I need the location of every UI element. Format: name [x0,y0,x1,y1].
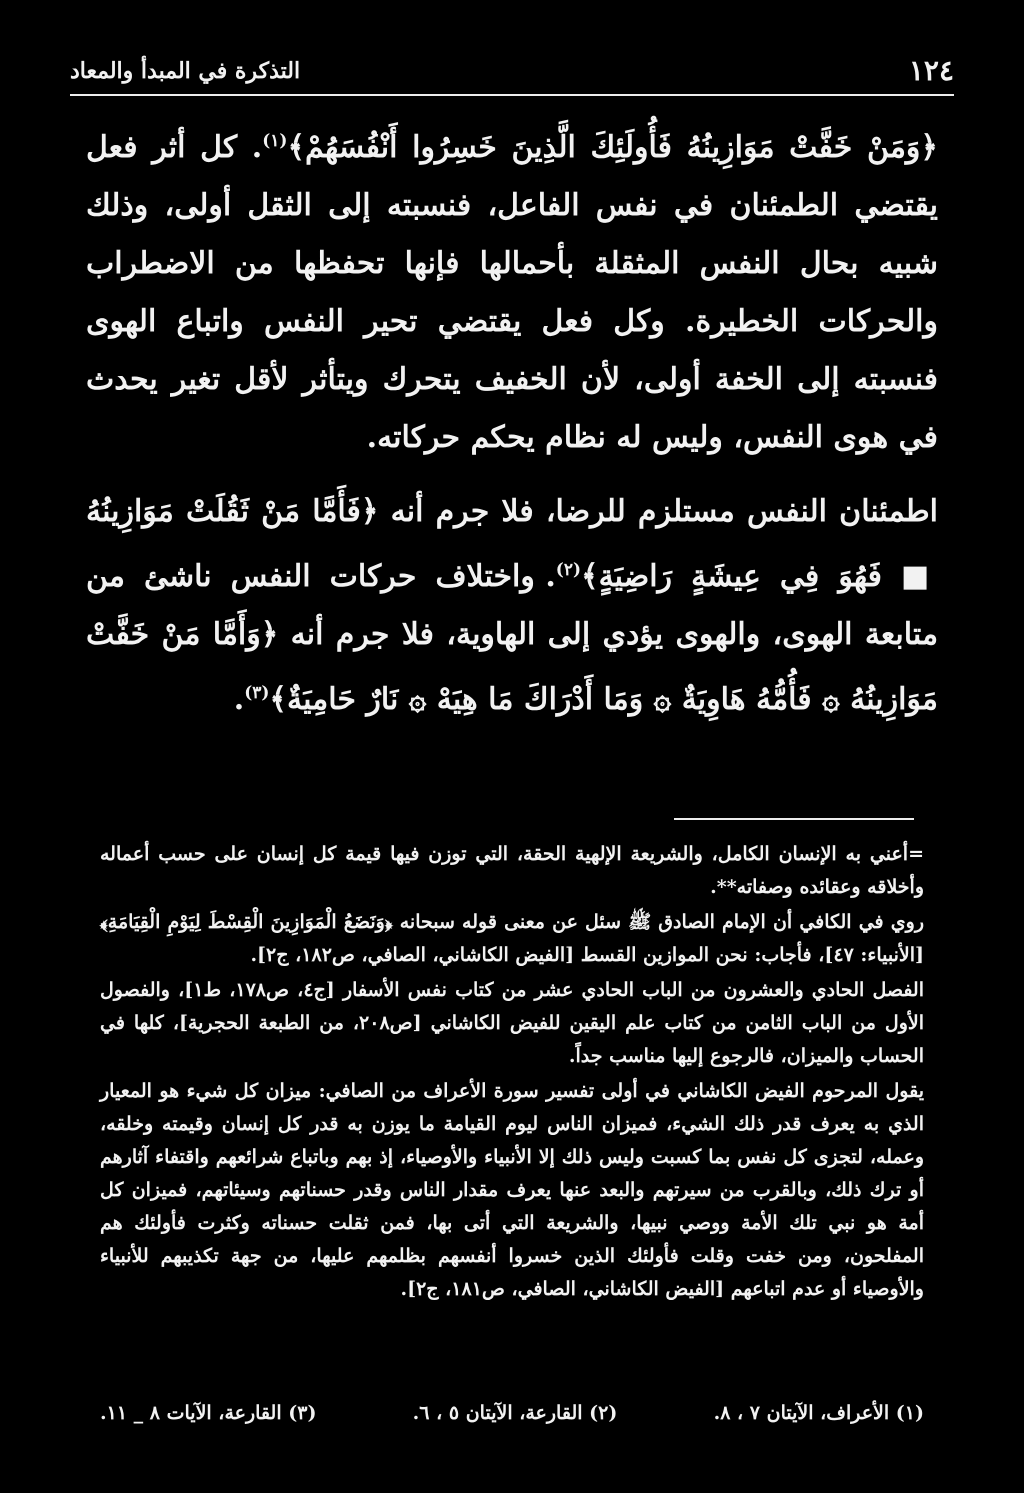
quran-verse: ﴿وَمَنْ خَفَّتْ مَوَازِينُهُ فَأُولَئِكَ الَّذِينَ خَسِرُوا أَنْفُسَهُمْ﴾ [287,130,938,165]
quran-verse: ﴿وَأَمَّا مَنْ خَفَّتْ مَوَازِينُهُ ۞ فَأُمُّهُ هَاوِيَةٌ ۞ وَمَا أَدْرَاكَ مَا هِيَهْ ۞ نَارٌ حَامِيَةٌ﴾ [86,617,938,717]
footnote-note: يقول المرحوم الفيض الكاشاني في أولى تفسير سورة الأعراف من الصافي: ميزان كل شيء هو المعيار الذي به يعرف قدر ذلك الشيء، فميزان الناس ليوم القيامة ما يوزن به قدر كل إنسان وقيمته وخلقه، وعمله، لتجزى كل نفس بما كسبت وليس ذلك إلا الأنبياء والأوصياء، إذ بهم وباتباع شرائعهم واقتفاء آثارهم أو ترك ذلك، وبالقرب من سيرتهم والبعد عنها يعرف مقدار الناس وقدر حسناتهم وسيئاتهم، فميزان كل أمة هو نبي تلك الأمة ووصي نبيها، والشريعة التي أتى بها، فمن ثقلت حسناته وكثرت فأولئك هم المفلحون، ومن خفت وقلت فأولئك الذين خسروا أنفسهم بظلمهم عليها، من جهة تكذيبهم للأنبياء والأوصياء أو عدم اتباعهم [الفيض الكاشاني، الصافي، ص١٨١، ج٢]. [100,1080,924,1300]
footnote-divider [674,818,914,820]
paragraph-text: . واختلاف حركات النفس ناشئ من متابعة الهوى، والهوى يؤدي إلى الهاوية، فلا جرم أنه [86,559,939,652]
footnote-note: الفصل الحادي والعشرون من الباب الحادي عشر من كتاب نفس الأسفار [ج٤، ص١٧٨، ط١]، والفصول الأول من الباب الثامن من كتاب علم اليقين للفيض الكاشاني [ص٢٠٨، من الطبعة الحجرية]، كلها في الحساب والميزان، فالرجوع إليها مناسب جداً. [100,979,924,1067]
running-title: التذكرة في المبدأ والمعاد [70,58,301,84]
page-number: ١٢٤ [908,54,954,87]
footnotes [100,838,924,1306]
footnote-continuation: =أعني به الإنسان الكامل، والشريعة الإلهية الحقة، التي توزن فيها قيمة كل إنسان على حسب أعماله وأخلاقه وعقائده وصفاته**. [100,843,924,898]
main-text [86,112,938,729]
footnote-marker: (٣) [244,683,270,703]
quran-verse: ﴿فَأَمَّا مَنْ ثَقُلَتْ مَوَازِينُهُ ■ فَهُوَ فِي عِيشَةٍ رَاضِيَةٍ﴾ [86,494,938,594]
verse-references [100,1402,924,1424]
verse-reference-3: (٣) القارعة، الآيات ٨ _ ١١. [100,1402,317,1424]
paragraph-text: . كل أثر فعل يقتضي الطمئنان في نفس الفاعل، فنسبته إلى الثقل أولى، وذلك شبيه بحال النفس المثقلة بأحمالها فإنها تحفظها من الاضطراب والحركات الخطيرة. وكل فعل يقتضي تحير النفس واتباع الهوى فنسبته إلى الخفة أولى، لأن الخفيف يتحرك ويتأثر لأقل تغير يحدث في هوى النفس، وليس له نظام يحكم حركاته. [86,130,938,455]
verse-reference-1: (١) الأعراف، الآيتان ٧ ، ٨. [713,1402,924,1424]
paragraph-text: . [233,682,245,717]
paragraph-text: اطمئنان النفس مستلزم للرضا، فلا جرم أنه [390,494,938,529]
footnote-marker: (٢) [555,560,582,580]
page-header [70,50,954,96]
paragraph-2 [86,483,938,729]
footnote-marker: (١) [262,131,288,151]
paragraph-1 [86,112,938,467]
footnote-note: روي في الكافي أن الإمام الصادق ﷺ سئل عن معنى قوله سبحانه ﴿وَنَضَعُ الْمَوَازِينَ الْقِسْطَ لِيَوْمِ الْقِيَامَةِ﴾ [الأنبياء: ٤٧]، فأجاب: نحن الموازين القسط [الفيض الكاشاني، الصافي، ص١٨٢، ج٢]. [100,911,924,966]
verse-reference-2: (٢) القارعة، الآيتان ٥ ، ٦. [412,1402,618,1424]
